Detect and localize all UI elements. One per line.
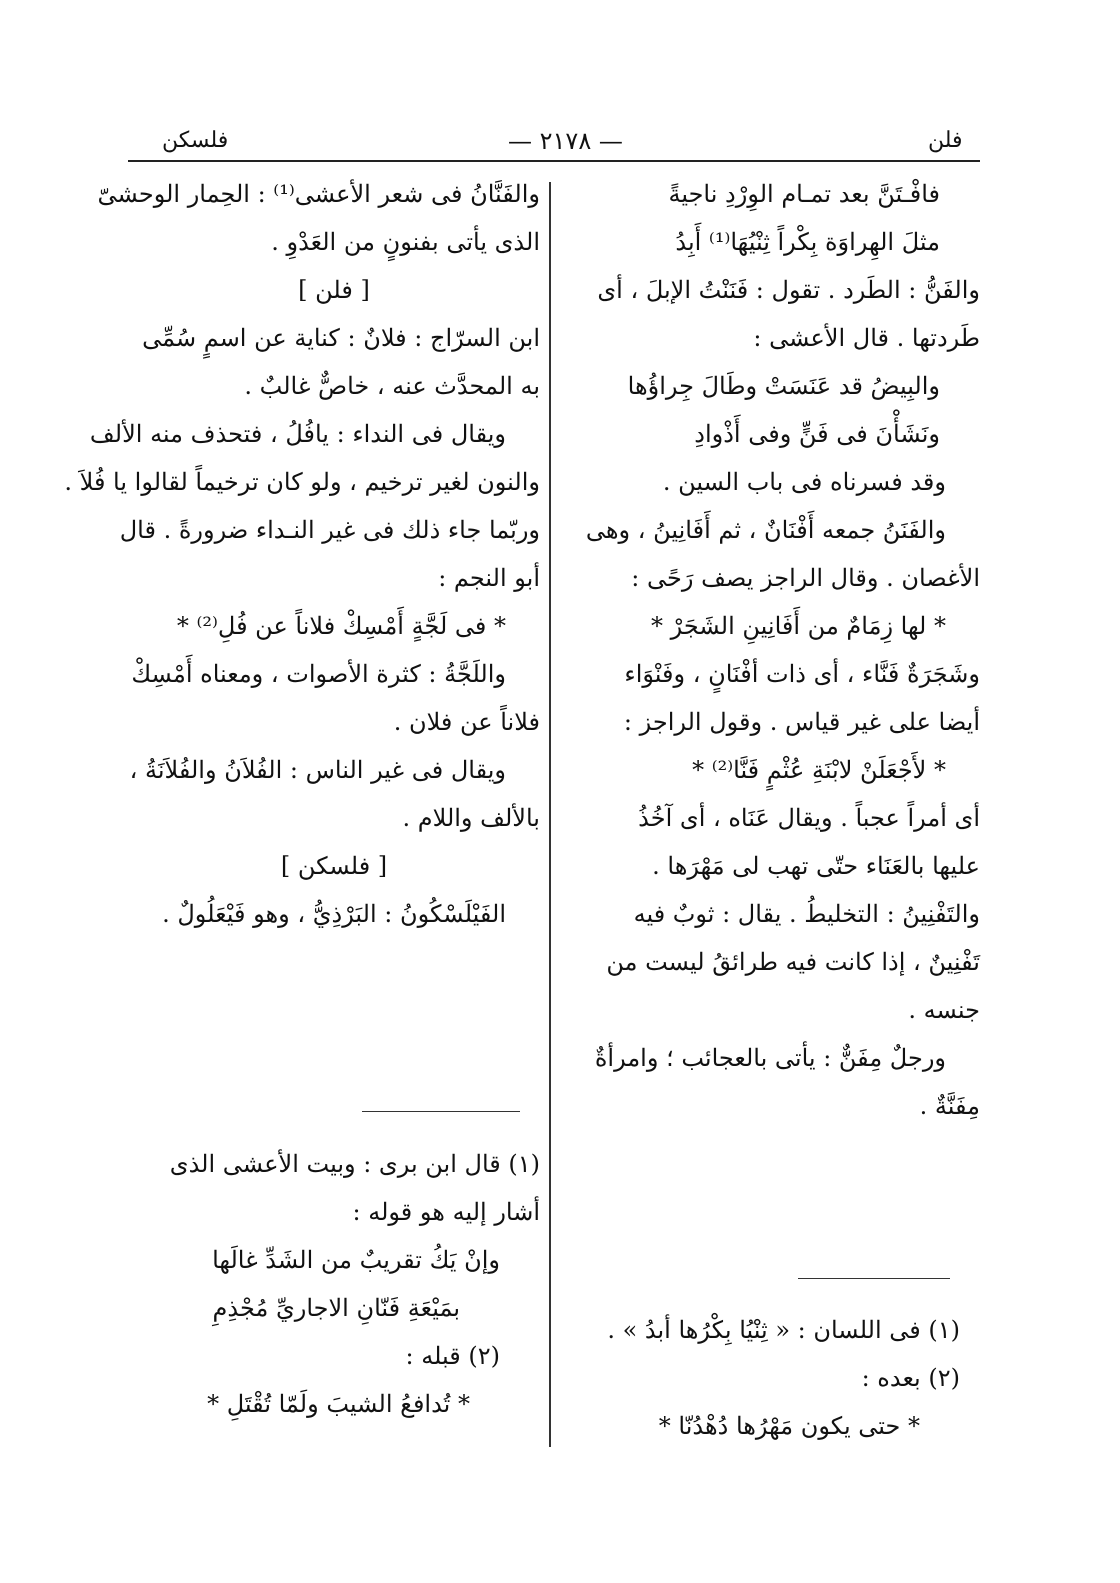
text-line: والفَنُّ : الطَرد . تقول : فَنَنْتُ الإبلَ ، أى: [597, 276, 980, 304]
text-line: والفَنَنُ جمعه أَفْنَانٌ ، ثم أَفَانِينُ ، وهى: [585, 516, 946, 544]
text-line: طَردتها . قال الأعشى :: [753, 324, 980, 352]
page-number: — ٢١٧٨ —: [508, 127, 623, 155]
right-column: [570, 170, 980, 1130]
footnote-line: أشار إليه هو قوله :: [352, 1198, 540, 1226]
text-line: * لأَجْعَلَنْ لابْنَةِ عُثْمٍ فَنَّا⁽²⁾ *: [692, 756, 946, 784]
text-line: الذى يأتى بفنونٍ من العَدْوِ .: [271, 228, 540, 256]
footnote-line: * حتى يكون مَهْرُها دُهْدُنّا *: [658, 1412, 920, 1440]
footnote-line: (١) فى اللسان : « ثِنْيُا بِكْرُها أبدُ » .: [607, 1316, 960, 1344]
entry-heading: [ فلسكن ]: [280, 852, 388, 880]
text-line: جنسه .: [908, 996, 980, 1024]
header-left-word: فلسكن: [162, 128, 229, 153]
text-line: ويقال فى النداء : يافُلُ ، فتحذف منه الألف: [89, 420, 506, 448]
text-line: فافْـتَنَّ بعد تمـام الوِرْدِ ناجيةً: [668, 180, 940, 208]
footnote-line: (٢) بعده :: [861, 1364, 960, 1392]
text-line: أى أمراً عجباً . ويقال عَنَاه ، أى آخُذُ: [638, 804, 980, 832]
column-divider: [549, 182, 551, 1447]
text-line: أيضا على غير قياس . وقول الراجز :: [623, 708, 980, 736]
text-line: وربّما جاء ذلك فى غير النـداء ضرورةً . قال: [119, 516, 540, 544]
text-line: * فى لَجَّةٍ أَمْسِكْ فلاناً عن فُلِ⁽²⁾ *: [176, 612, 506, 640]
text-line: والتَفْنِينُ : التخليطُ . يقال : ثوبٌ فيه: [633, 900, 980, 928]
footnote-line: (١) قال ابن برى : وبيت الأعشى الذى: [169, 1150, 540, 1178]
text-line: به المحدَّث عنه ، خاصٌّ غالبٌ .: [244, 372, 540, 400]
text-line: ونَشَأْنَ فى فَنٍّ وفى أَذْوادِ: [694, 420, 940, 448]
footnote-rule-left: [362, 1111, 520, 1112]
text-line: أبو النجم :: [438, 564, 540, 592]
text-line: واللَجَّةُ : كثرة الأصوات ، ومعناه أَمْسِكْ: [131, 660, 506, 688]
footnote-line: وإنْ يَكُ تقريبٌ من الشَدِّ غالَها: [212, 1246, 500, 1274]
footnote-line: (٢) قبله :: [405, 1342, 500, 1370]
left-column: [64, 170, 540, 938]
text-line: مِفَنَّةٌ .: [919, 1092, 980, 1120]
text-line: فلاناً عن فلان .: [393, 708, 540, 736]
text-line: مثلَ الهِراوَة بِكْراً ثِنْيُهَا⁽¹⁾ أَبِدُ: [675, 228, 940, 256]
text-line: ابن السرّاج : فلانٌ : كناية عن اسمٍ سُمِّى: [142, 324, 540, 352]
text-line: والبِيضُ قد عَنَسَتْ وطَالَ جِراؤُها: [627, 372, 940, 400]
text-line: ورجلٌ مِفَنٌّ : يأتى بالعجائب ؛ وامرأةٌ: [594, 1044, 946, 1072]
left-footnotes: [128, 1140, 540, 1428]
text-line: الأغصان . وقال الراجز يصف رَحًى :: [631, 564, 980, 592]
footnote-line: بمَيْعَةِ فَنّانِ الاجاريِّ مُجْذِمِ: [212, 1294, 460, 1322]
text-line: عليها بالعَنَاء حتّى تهب لى مَهْرَها .: [652, 852, 980, 880]
text-line: تَفْنِينٌ ، إذا كانت فيه طرائقُ ليست من: [606, 948, 980, 976]
entry-heading: [ فلن ]: [298, 276, 370, 304]
text-line: والنون لغير ترخيم ، ولو كان ترخيماً لقالوا يا فُلاَ .: [64, 468, 540, 496]
footnote-rule-right: [798, 1278, 950, 1279]
header-right-word: فلن: [928, 128, 963, 153]
text-line: الفَيْلَسْكُونُ : البَرْذِيُّ ، وهو فَيْعَلُولٌ .: [162, 900, 506, 928]
right-footnotes: [570, 1306, 960, 1450]
text-line: وقد فسرناه فى باب السين .: [662, 468, 946, 496]
text-line: والفَنَّانُ فى شعر الأعشى⁽¹⁾ : الحِمار الوحشىّ: [97, 180, 540, 208]
header-rule: [128, 160, 980, 162]
text-line: بالألف واللام .: [402, 804, 540, 832]
text-line: ويقال فى غير الناس : الفُلاَنُ والفُلاَنَةُ ،: [129, 756, 506, 784]
text-line: * لها زِمَامٌ من أَفَانِينِ الشَجَرْ *: [651, 612, 946, 640]
text-line: وشَجَرَةٌ فَنَّاء ، أى ذات أفْنَانٍ ، وفَنْوَاء: [624, 660, 980, 688]
footnote-line: * تُدافعُ الشيبَ ولَمّا تُقْتَلِ *: [207, 1390, 470, 1418]
